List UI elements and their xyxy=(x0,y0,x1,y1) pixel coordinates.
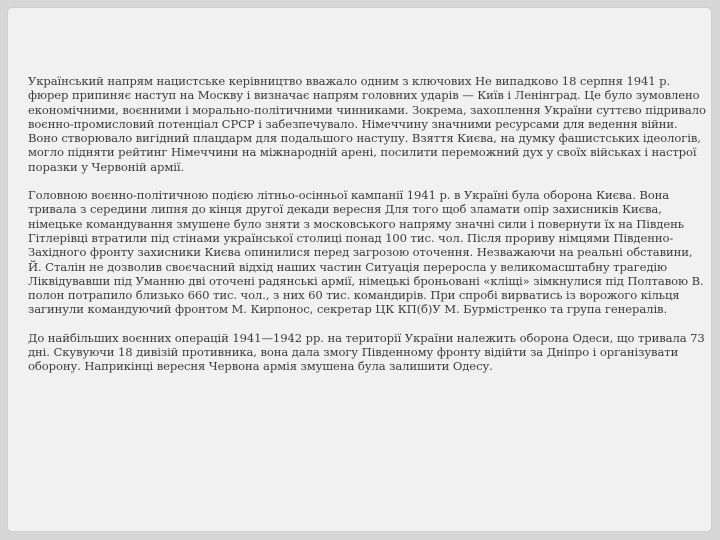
text-body xyxy=(28,74,708,388)
paragraph-3: До найбільших воєнних операцій 1941—1942 рр. на території України належить оборона Одеси, що тривала 73 дні. Скувуючи 18 дивізій противника, вона дала змогу Південному фронту відійти за Дніпро і організувати оборону. Наприкінці вересня Червона армія змушена була залишити Одесу. xyxy=(28,330,705,374)
paragraph-1: Український напрям нацистське керівництво вважало одним з ключових Не випадково 18 серпня 1941 р. фюрер припиняє наступ на Москву і визначає напрям головних ударів — Київ і Ленінград. Це було зумовлено економічними, воєнними і морально-політичними чинниками. Зокрема, захоплення України суттєво підривало воєнно-промисловий потенціал СРСР і забезпечувало. Німеччину значними ресурсами для ведення війни. Воно створювало вигідний плацдарм для подальшого наступу. Взяття Києва, на думку фашистських ідеологів, могло підняти рейтинг Німеччини на міжнародній арені, посилити переможний дух у своїх військах і настрої поразки у Червоній армії. xyxy=(28,74,706,174)
paragraph-2: Головною воєнно-політичною подією літньо-осінньої кампанії 1941 р. в Україні була оборона Києва. Вона тривала з середини липня до кінця другої декади вересня Для того щоб зламати опір захисників Києва, німецьке командування змушене було зняти з московського напряму значні сили і повернути їх на Південь Гітлерівці втратили під стінами української столиці понад 100 тис. чол. Після прориву німцями Південно-Західного фронту захисники Києва опинилися перед загрозою оточення. Незважаючи на реальні обставини, Й. Сталін не дозволив своєчасний відхід наших частин Ситуація переросла у великомасштабну трагедію Ліквідувавши під Уманню дві оточені радянські армії, німецькі броньовані «кліщі» зімкнулися під Полтавою В. полон потрапило близько 660 тис. чол., з них 60 тис. командирів. При спробі вирватись із ворожого кільця загинули командуючий фронтом М. Кирпонос, секретар ЦК КП(б)У М. Бурмістренко та група генералів. xyxy=(28,188,704,317)
slide xyxy=(8,8,711,531)
